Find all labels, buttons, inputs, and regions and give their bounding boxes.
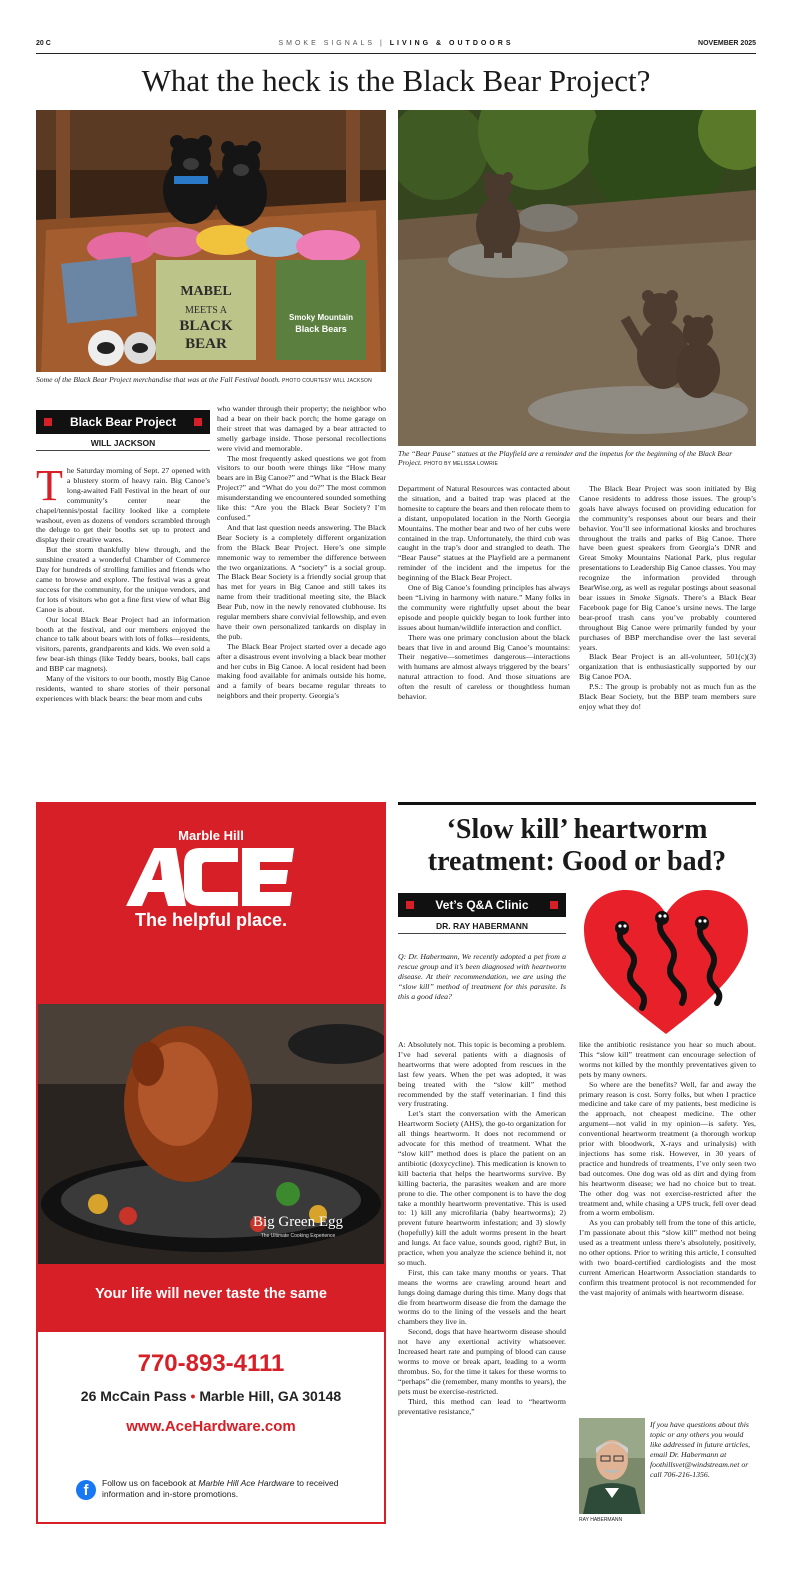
ace-hardware-ad <box>36 802 386 1524</box>
ad-phone[interactable]: 770-893-4111 <box>137 1350 285 1377</box>
article1-column-4 <box>579 484 756 804</box>
paragraph: . There’s a Black Bear Facebook page for Big Canoe’s ursine news. The large bear-proof trash cans you’ve probably countered throughout Big Canoe were primarily funded by your purchases of BBP merchandise over the last several years. <box>579 592 756 652</box>
caption-text: The “Bear Pause” statues at the Playfield are a reminder and the impetus for the beginning of the Black Bear Project. <box>398 449 733 467</box>
heartworm-heart-illustration <box>582 888 750 1036</box>
kicker-square-icon <box>44 418 52 426</box>
paragraph: The Black Bear Project started over a decade ago after a disastrous event involving a black bear mother and her cubs in Big Canoe. A local resident had been making food available for animals outside his home, and a family of bears became regular threats to neighbors and their property. Georgia’s <box>217 641 386 701</box>
headline-black-bear: What the heck is the Black Bear Project? <box>141 63 651 98</box>
ad-product-brand: Big Green Egg <box>253 1214 343 1230</box>
issue-date: NOVEMBER 2025 <box>698 40 756 47</box>
paragraph: Department of Natural Resources was contacted about the situation, and a baited trap was placed at the homesite to capture the bears and then relocate them to a distant, unpopulated location in the North Georgia Mountains. The mother bear and two of her cubs were contained in the trap. Unfortunately, the third cub was caught in the trap’s door and strangled to death. The “Bear Pause” statues at the Playfield are a permanent reminder of the incident and the impetus for the beginning of the Black Bear Project. <box>398 484 570 583</box>
paragraph: And that last question needs answering. The Black Bear Society is a completely different organization from the Black Bear Project. Here’s one simple mnemonic way to remember the difference between the two organizations. A “society” is a social group. The Black Bear Society is a friendly social group that has met for years in Big Canoe and still takes its name from their traditional meeting site, the Black Bear Pub, now in the newly renovated clubhouse. Its regular members share convivial fellowship, and even have their own personalized tankards on display in the pub. <box>217 522 386 641</box>
ad-store-name: Marble Hill <box>178 828 244 843</box>
svg-text:BLACK: BLACK <box>179 318 233 334</box>
article2-top-rule <box>398 802 756 805</box>
paragraph: like the antibiotic resistance you hear so much about. This “slow kill” treatment can encourage selection of worms not killed by the monthly preventatives given to pets by many owners. <box>579 1040 756 1079</box>
svg-text:Smoky Mountain: Smoky Mountain <box>288 313 354 322</box>
paragraph: Third, this method can lead to “heartworm preventative resistance,” <box>398 1396 566 1416</box>
facebook-icon[interactable]: f <box>76 1480 96 1500</box>
reader-question: Q: Dr. Habermann, We recently adopted a pet from a rescue group and it’s been diagnosed with heartworm disease. At their recommendation, we are using the “slow kill” method of treatment for this parasite. Is this a good idea? <box>398 952 566 1001</box>
ad-address-bullet: • <box>190 1388 196 1404</box>
header-rule <box>36 53 756 54</box>
paragraph: Black Bear Project is an all-volunteer, 501(c)(3) organization that is enthusiastically supported by our Big Canoe POA. <box>579 652 756 682</box>
photo-merchandise-caption <box>36 375 386 386</box>
paragraph: A: Absolutely not. This topic is becoming a problem. I’ve had several patients with a diagnosis of heartworms that were adopted from rescues in the last few years. When the pet was adopted, it was being treated with the “slow kill” method recommended by the staff veterinarian. I find this very frustrating. <box>398 1040 566 1109</box>
kicker-square-icon <box>550 901 558 909</box>
svg-text:MEETS A: MEETS A <box>185 305 227 316</box>
contact-blurb: If you have questions about this topic or any others you would like addressed in future articles, email Dr. Habermann at foothillsvet@windstream.net or call 706-216-1356. <box>650 1420 751 1479</box>
svg-text:Black Bears: Black Bears <box>295 324 347 334</box>
paragraph: But the storm thankfully blew through, and the sunshine created a wonderful Chamber of Commerce Day for hundreds of strolling families and friends who came to browse and explore. The festival was a great success for the community, for the unique vendors, and for lots of visitors who got a fine first view of what Big Canoe is about. <box>36 545 210 614</box>
article2-column-2 <box>579 1040 756 1410</box>
author-photo <box>579 1418 645 1514</box>
kicker-square-icon <box>194 418 202 426</box>
paragraph: So where are the benefits? Well, far and away the primary reason is cost. Sorry folks, but when I practice medicine and take care of my patients, best medicine is the approach, not cheapest medicine. The other argument—not valid in my opinion—is safety. Yes, conventional heartworm treatment (a thorough workup prior with bloodwork, X-rays and urinalysis) with injections has some risk. However, in 30 years of practice and hundreds of treatments, I’ve only seen two bad outcomes. One dog was old as dirt and dying from his heartworm disease; we had no choice but to treat. The other dog was not exercise-restricted after the treatment and, while chasing a UPS truck, fell over dead from a worm embolism. <box>579 1079 756 1218</box>
paragraph: he Saturday morning of Sept. 27 opened with a blustery storm of heavy rain. Big Canoe’s long-awaited Fall Festival in the heart of our community’s center near the chapel/tennis/postal facility looked like a complete washout, even as dozens of vendors scrambled through the deluge to get their booths set up to protect and display their creative wares. <box>36 466 210 545</box>
ad-website-link[interactable]: www.AceHardware.com <box>126 1418 296 1435</box>
kicker-vets-qa <box>398 893 566 917</box>
article1-column-1 <box>36 466 210 804</box>
ad-red-banner <box>38 804 384 1004</box>
paragraph: The most frequently asked questions we got from visitors to our booth were things like “How many bears are in Big Canoe?” and “What is the Black Bear Project?” and “What do you do?” The most common misunderstanding we encountered sounded something like this: “Are you the Black Bear Society? I’m confused.” <box>217 453 386 522</box>
section-name: LIVING & OUTDOORS <box>389 40 514 47</box>
byline-will-jackson: WILL JACKSON <box>36 438 210 451</box>
ad-facebook-page: Marble Hill Ace Hardware <box>198 1478 295 1488</box>
svg-text:MABEL: MABEL <box>180 284 232 299</box>
ace-logo-icon <box>126 846 296 908</box>
paragraph: As you can probably tell from the tone of this article, I’m passionate about this “slow kill” method not being used as a treatment unless there’s absolutely, positively, no other options. Prior to writing this article, I consulted with two board-certified cardiologists and the most current American Heartworm Association standards to confirm this treatment protocol is not recommended for the vast majority of animals with heartworm disease. <box>579 1218 756 1297</box>
ad-facebook-text: Follow us on facebook at Marble Hill Ace Hardware to received information and in-store promotions. <box>102 1478 339 1499</box>
paragraph: Many of the visitors to our booth, mostly Big Canoe residents, wanted to share stories of their personal experiences with black bears: the bear mom and cubs <box>36 674 210 703</box>
section-separator: | <box>380 40 385 47</box>
dropcap: T <box>36 466 63 510</box>
article2-column-1 <box>398 1040 566 1528</box>
ad-slogan-banner <box>38 1264 384 1332</box>
ad-address-city: Marble Hill, GA 30148 <box>199 1388 342 1404</box>
ad-tagline: The helpful place. <box>134 910 288 930</box>
ad-product-photo <box>38 1004 384 1264</box>
author-photo-caption: RAY HABERMANN <box>579 1517 623 1523</box>
photo-credit: PHOTO BY MELISSA LOWRIE <box>423 461 499 467</box>
photo-bear-statues <box>398 110 756 446</box>
paragraph: P.S.: The group is probably not as much fun as the Black Bear Society, but the BBP team members sure enjoy what they do! <box>579 682 756 711</box>
byline-ray-habermann: DR. RAY HABERMANN <box>398 921 566 934</box>
paragraph: There was one primary conclusion about the black bears that live in and around Big Canoe’s mountains: Their negative—sometimes dangerous—interactions with humans are almost always triggered by the bears’ natural attraction to food. And those situations are often the result of careless or thoughtless human behavior. <box>398 632 570 702</box>
photo-merchandise <box>36 110 386 372</box>
paragraph: First, this can take many months or years. That means the worms are crawling around heart and lungs doing damage during this time. Many dogs that die from heartworm disease die from the damage the worms do to the lining of the vessels and the heart chambers they live in. <box>398 1267 566 1327</box>
ad-slogan: Your life will never taste the same <box>95 1286 327 1302</box>
publication-name: SMOKE SIGNALS <box>278 40 376 47</box>
kicker-square-icon <box>406 901 414 909</box>
ad-product-sub: The Ultimate Cooking Experience <box>260 1233 336 1239</box>
svg-text:BEAR: BEAR <box>185 336 227 352</box>
kicker-black-bear-project <box>36 410 210 434</box>
svg-text:ACE: ACE <box>207 877 225 886</box>
page-header <box>36 38 756 52</box>
page-number: 20 C <box>36 40 51 47</box>
article1-column-3 <box>398 484 570 804</box>
paragraph: The Black Bear Project was soon initiated by Big Canoe residents to address those issues. The group’s goals have always focused on providing education for the community’s responses about our bears and their behavior. You’ll see informational kiosks and brochures throughout the trails and parks of Big Canoe. There have been guest speakers from Georgia’s DNR and Great Smoky Mountains National Park, plus regular presentations to Leadership Big Canoe classes. You may recognize the information provided through BearWise.org, as well as regular postings about seasonal bear issues in <box>579 484 756 602</box>
paragraph: One of Big Canoe’s founding principles has always been “Living in harmony with nature.” Many folks in the community were rightfully upset about the bear episode and people quickly began to look further into issues about human/wildlife interaction and conflict. <box>398 583 570 632</box>
photo-credit: PHOTO COURTESY WILL JACKSON <box>281 378 372 384</box>
kicker-label: Black Bear Project <box>69 415 177 429</box>
caption-text: Some of the Black Bear Project merchandise that was at the Fall Festival booth. <box>36 375 281 384</box>
photo-statues-caption <box>398 449 756 469</box>
paragraph: Our local Black Bear Project had an information booth at the festival, and our members enjoyed the chance to talk about bears with lots of folks—residents, visitors, parents, grandparents and kids. We even sold a few bear-ish things (like Teddy bears, books, ball caps and BBP car magnets). <box>36 614 210 674</box>
ad-address-street: 26 McCain Pass <box>80 1388 187 1404</box>
ad-address <box>38 1388 384 1404</box>
paragraph: Let’s start the conversation with the American Heartworm Society (AHS), the go-to organization for all things heartworm. It does not recommend or advocate for this method of treatment. What the “slow kill” method does is place the patient on an antibiotic (doxycycline). This medication is known to kill bacteria that helps the heartworms survive. By killing bacteria, the parasites weaken and are more prone to die. The other component is to have the dog take a monthly heartworm preventative. This is used to: 1) kill any microfilaria (baby heartworms); 2) prevent future heartworm infestation; and 3) slowly (hopefully) kill the adult worms present in the heart and lungs. At face value, sounds good, right? But, in practice, when you analyze the science behind it, not so much. <box>398 1109 566 1267</box>
section-label <box>36 40 756 47</box>
publication-reference: Smoke Signals <box>629 592 678 602</box>
paragraph: who wander through their property; the neighbor who had a bear on their back porch; the home garage on their street that was damaged by a bear attracted to smelly garbage inside. Those personal recollections were vivid and memorable. <box>217 404 386 453</box>
headline-heartworm: ‘Slow kill’ heartworm treatment: Good or bad? <box>427 814 727 877</box>
paragraph: Second, dogs that have heartworm disease should not have any exertional activity whatsoever. Increased heart rate and pumping of blood can cause worms to move or break apart, leading to a worm thrombus. So, for the time it takes for these worms to “perhaps” die (remember, many months to years), the pets must be exercise-restricted. <box>398 1327 566 1396</box>
kicker-label: Vet’s Q&A Clinic <box>435 898 529 912</box>
article1-column-2 <box>217 404 386 804</box>
